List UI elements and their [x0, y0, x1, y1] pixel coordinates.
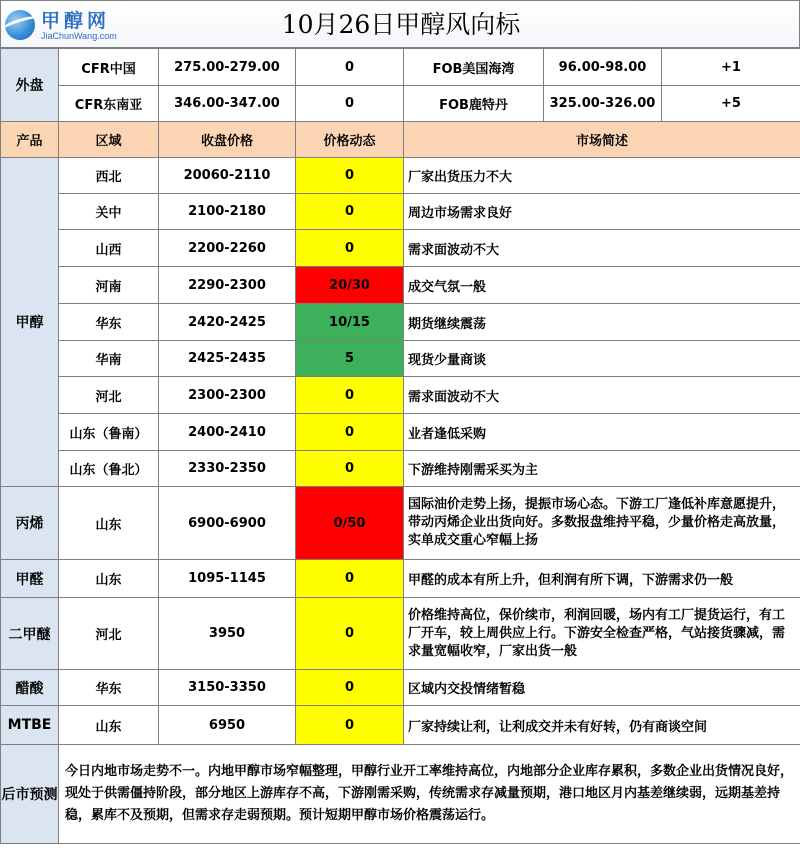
move-cell: 0: [296, 598, 404, 670]
methanol-row: [1, 451, 800, 487]
move-cell: 0: [296, 414, 404, 451]
header-move: 价格动态: [296, 122, 404, 158]
external-price: 346.00-347.00: [159, 86, 296, 122]
price-cell: 6950: [159, 706, 296, 745]
brand-name-cn: 甲醇网: [41, 10, 111, 32]
region-cell: 山东: [59, 706, 159, 745]
product-row: [1, 487, 800, 560]
header-close: 收盘价格: [159, 122, 296, 158]
price-cell: 2300-2300: [159, 377, 296, 414]
move-cell: 5: [296, 341, 404, 377]
market-note: 需求面波动不大: [404, 377, 800, 414]
header-market: 市场简述: [404, 122, 800, 158]
methanol-row: [1, 267, 800, 304]
header-region: 区域: [59, 122, 159, 158]
price-cell: 2100-2180: [159, 194, 296, 230]
methanol-row: [1, 304, 800, 341]
external-change: 0: [296, 86, 404, 122]
region-cell: 山东: [59, 487, 159, 560]
market-note: 厂家出货压力不大: [404, 158, 800, 194]
price-cell: 3950: [159, 598, 296, 670]
product-label: 丙烯: [1, 487, 59, 560]
external-price: 96.00-98.00: [544, 49, 662, 86]
forecast-text: 今日内地市场走势不一。内地甲醇市场窄幅整理，甲醇行业开工率维持高位，内地部分企业库存累积，多数企业出货情况良好，现处于供需僵持阶段，部分地区上游库存不高，下游刚需采购，传统需求存减量预期，港口地区月内基差继续弱，远期基差持稳，累库不及预期，但需求存走弱预期。预计短期甲醇市场价格震荡运行。: [59, 745, 800, 844]
product-label: 甲醛: [1, 560, 59, 598]
region-cell: 河南: [59, 267, 159, 304]
external-price: 325.00-326.00: [544, 86, 662, 122]
move-cell: 10/15: [296, 304, 404, 341]
region-cell: 河北: [59, 377, 159, 414]
market-note: 下游维持刚需采买为主: [404, 451, 800, 487]
methanol-row: [1, 230, 800, 267]
methanol-row: [1, 414, 800, 451]
market-note: 现货少量商谈: [404, 341, 800, 377]
move-cell: 20/30: [296, 267, 404, 304]
external-label: 外盘: [1, 49, 59, 122]
market-note: 需求面波动不大: [404, 230, 800, 267]
product-label: MTBE: [1, 706, 59, 745]
market-note: 周边市场需求良好: [404, 194, 800, 230]
move-cell: 0: [296, 230, 404, 267]
external-name: FOB美国海湾: [404, 49, 544, 86]
region-cell: 华东: [59, 304, 159, 341]
methanol-row: [1, 377, 800, 414]
product-row: [1, 706, 800, 745]
product-row: [1, 560, 800, 598]
move-cell: 0: [296, 706, 404, 745]
product-row: [1, 670, 800, 706]
header-row: [1, 122, 800, 158]
product-label: 醋酸: [1, 670, 59, 706]
region-cell: 河北: [59, 598, 159, 670]
region-cell: 西北: [59, 158, 159, 194]
price-cell: 2420-2425: [159, 304, 296, 341]
price-cell: 2290-2300: [159, 267, 296, 304]
price-cell: 1095-1145: [159, 560, 296, 598]
external-name: FOB鹿特丹: [404, 86, 544, 122]
move-cell: 0/50: [296, 487, 404, 560]
price-table: [0, 48, 800, 844]
market-note: 业者逢低采购: [404, 414, 800, 451]
methanol-row: [1, 341, 800, 377]
product-label: 甲醇: [1, 158, 59, 487]
external-name: CFR东南亚: [59, 86, 159, 122]
brand-name-en: JiaChunWang.com: [41, 31, 117, 41]
region-cell: 山东（鲁南）: [59, 414, 159, 451]
methanol-row: [1, 194, 800, 230]
move-cell: 0: [296, 560, 404, 598]
header-product: 产品: [1, 122, 59, 158]
region-cell: 华南: [59, 341, 159, 377]
region-cell: 华东: [59, 670, 159, 706]
title-bar: [0, 0, 800, 48]
external-price: 275.00-279.00: [159, 49, 296, 86]
market-note: 期货继续震荡: [404, 304, 800, 341]
market-note: 甲醛的成本有所上升，但利润有所下调，下游需求仍一般: [404, 560, 800, 598]
move-cell: 0: [296, 670, 404, 706]
price-cell: 6900-6900: [159, 487, 296, 560]
external-row: [1, 86, 800, 122]
price-cell: 2330-2350: [159, 451, 296, 487]
forecast-label: 后市预测: [1, 745, 59, 844]
price-cell: 2200-2260: [159, 230, 296, 267]
region-cell: 山东（鲁北）: [59, 451, 159, 487]
forecast-row: [1, 745, 800, 844]
external-change: 0: [296, 49, 404, 86]
price-cell: 2400-2410: [159, 414, 296, 451]
move-cell: 0: [296, 377, 404, 414]
move-cell: 0: [296, 158, 404, 194]
page-title: 10月26日甲醇风向标: [281, 10, 521, 39]
region-cell: 山西: [59, 230, 159, 267]
market-note: 区域内交投情绪暂稳: [404, 670, 800, 706]
move-cell: 0: [296, 451, 404, 487]
price-cell: 3150-3350: [159, 670, 296, 706]
external-name: CFR中国: [59, 49, 159, 86]
product-label: 二甲醚: [1, 598, 59, 670]
product-row: [1, 598, 800, 670]
price-cell: 20060-2110: [159, 158, 296, 194]
market-note: 成交气氛一般: [404, 267, 800, 304]
external-change: +1: [662, 49, 800, 86]
market-note: 价格维持高位，保价续市，利润回暖，场内有工厂提货运行，有工厂开车，较上周供应上行。下游安全检查严格，气站接货骤减，需求量宽幅收窄，厂家出货一般: [404, 598, 800, 670]
move-cell: 0: [296, 194, 404, 230]
methanol-row: [1, 158, 800, 194]
region-cell: 关中: [59, 194, 159, 230]
external-row: [1, 49, 800, 86]
region-cell: 山东: [59, 560, 159, 598]
external-change: +5: [662, 86, 800, 122]
market-note: 国际油价走势上扬，提振市场心态。下游工厂逢低补库意愿提升，带动丙烯企业出货向好。多数报盘维持平稳，少量价格走高放量，实单成交重心窄幅上扬: [404, 487, 800, 560]
market-note: 厂家持续让利，让利成交并未有好转，仍有商谈空间: [404, 706, 800, 745]
price-cell: 2425-2435: [159, 341, 296, 377]
